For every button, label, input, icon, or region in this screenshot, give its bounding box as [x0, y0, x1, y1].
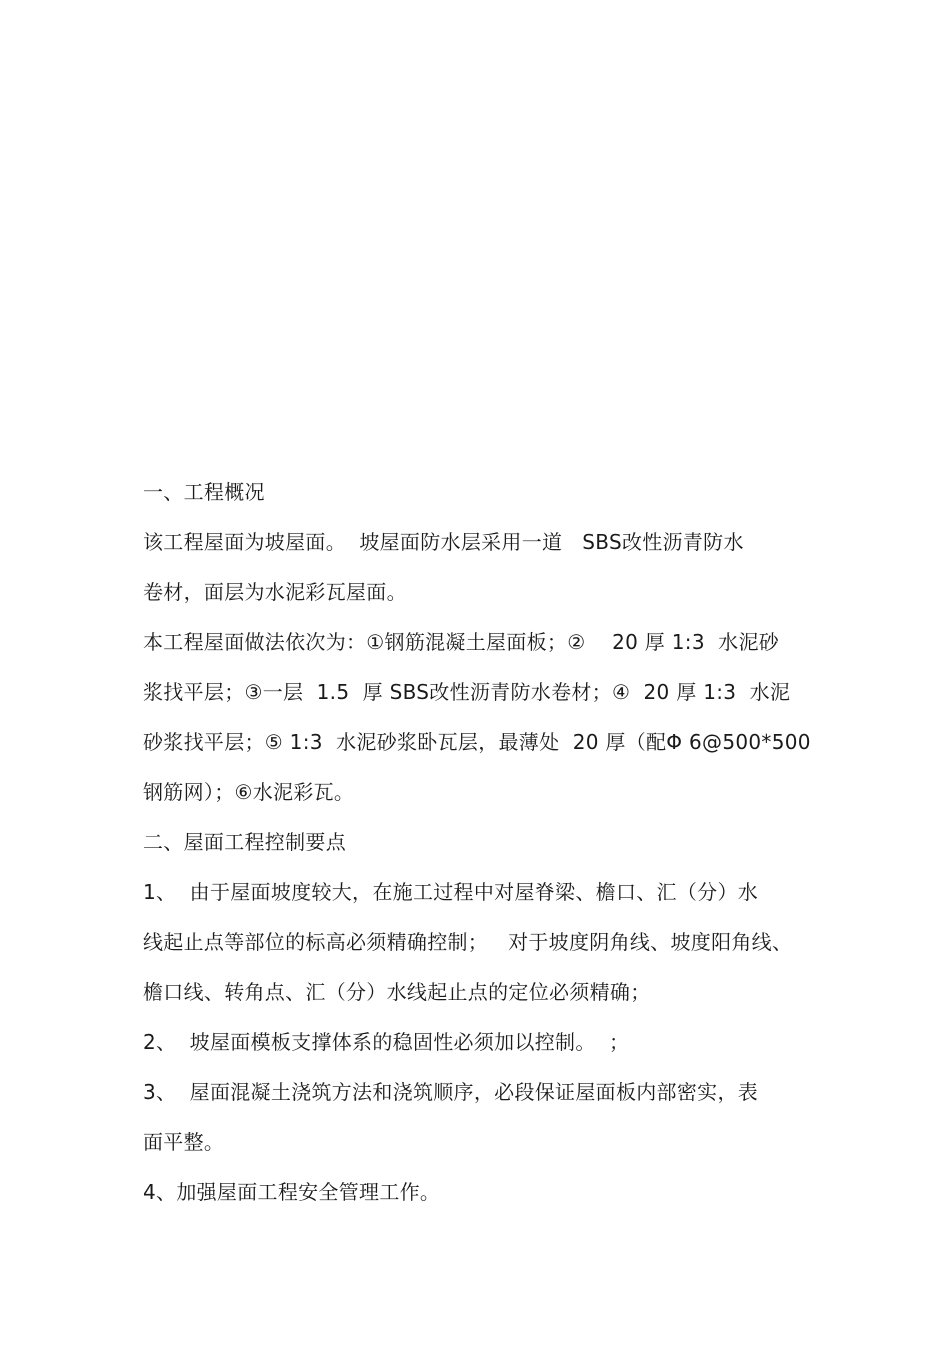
list-item-line: 线起止点等部位的标高必须精确控制； 对于坡度阴角线、坡度阳角线、: [143, 930, 793, 954]
paragraph-line: 钢筋网）；⑥水泥彩瓦。: [143, 780, 355, 804]
paragraph-line: 本工程屋面做法依次为：①钢筋混凝土屋面板；② 20 厚 1:3 水泥砂: [143, 630, 780, 654]
list-item-line: 1、 由于屋面坡度较大，在施工过程中对屋脊梁、檐口、汇（分）水: [143, 880, 759, 904]
paragraph-line: 该工程屋面为坡屋面。 坡屋面防水层采用一道 SBS改性沥青防水: [143, 530, 744, 554]
section-heading-control-points: 二、屋面工程控制要点: [143, 830, 346, 854]
list-item-line: 4、加强屋面工程安全管理工作。: [143, 1180, 441, 1204]
section-heading-overview: 一、工程概况: [143, 480, 265, 504]
list-item-line: 檐口线、转角点、汇（分）水线起止点的定位必须精确；: [143, 980, 651, 1004]
paragraph-line: 卷材，面层为水泥彩瓦屋面。: [143, 580, 407, 604]
paragraph-line: 砂浆找平层；⑤ 1:3 水泥砂浆卧瓦层，最薄处 20 厚（配Φ 6@500*500: [143, 730, 811, 754]
paragraph-line: 浆找平层；③一层 1.5 厚 SBS改性沥青防水卷材；④ 20 厚 1:3 水泥: [143, 680, 791, 704]
list-item-line: 面平整。: [143, 1130, 225, 1154]
list-item-line: 3、 屋面混凝土浇筑方法和浇筑顺序，必段保证屋面板内部密实，表: [143, 1080, 759, 1104]
list-item-line: 2、 坡屋面模板支撑体系的稳固性必须加以控制。 ；: [143, 1030, 630, 1054]
